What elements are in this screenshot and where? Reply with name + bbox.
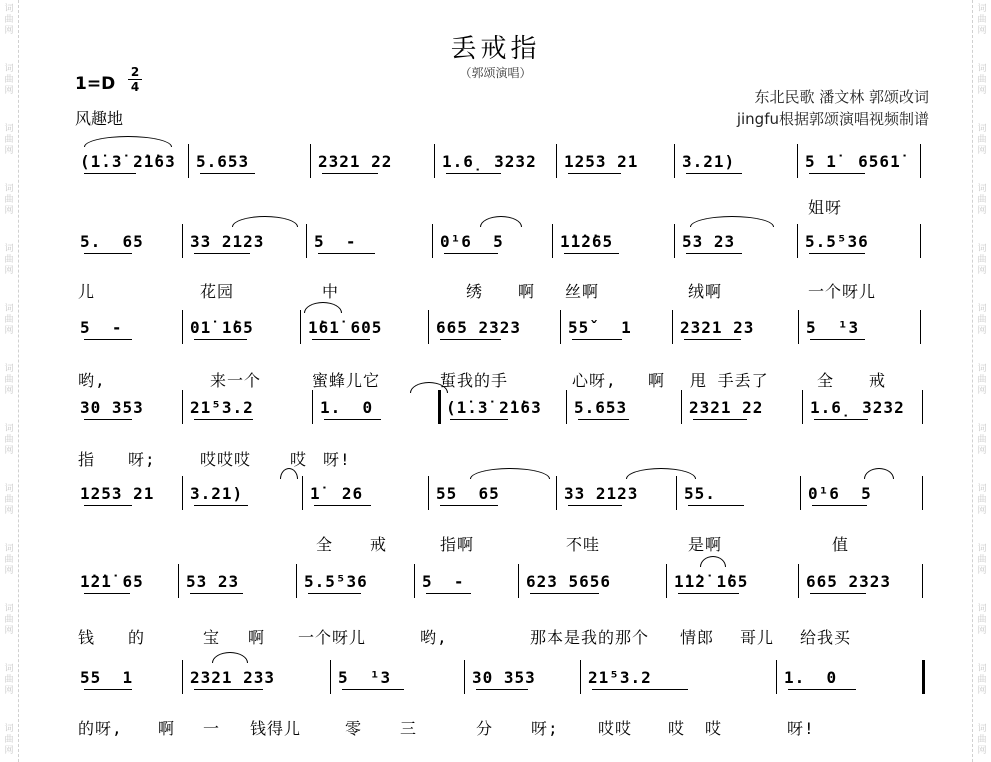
bar-line — [414, 564, 415, 598]
beam-line — [314, 505, 371, 506]
lyric-text: 的呀, — [78, 719, 123, 738]
beam-line — [84, 689, 132, 690]
measure: 30 353 — [472, 668, 536, 687]
slur-arc — [470, 468, 550, 479]
beam-line — [693, 419, 747, 420]
lyric-text: 哎 — [290, 450, 308, 469]
beam-line — [684, 339, 741, 340]
lyric-text: 啊 — [158, 719, 176, 738]
lyric-text: 给我买 — [800, 628, 852, 647]
bar-line — [674, 224, 675, 258]
measure: 1̇61̇ 605 — [308, 318, 383, 337]
bar-line — [798, 310, 799, 344]
measure: 55 65 — [436, 484, 500, 503]
watermark-text: 词 曲 网 — [977, 484, 987, 516]
bar-line — [797, 224, 798, 258]
watermark-text: 词 曲 网 — [977, 304, 987, 336]
lyric-text: 零 — [345, 719, 363, 738]
bar-line — [922, 660, 930, 694]
lyric-text: 啊 — [248, 628, 266, 647]
watermark-text: 词 曲 网 — [4, 364, 14, 396]
lyric-text: 是啊 — [688, 535, 723, 554]
bar-line — [920, 224, 921, 258]
beam-line — [688, 505, 744, 506]
measure: (1̇.3̇ 2̇1̇63 — [80, 152, 176, 171]
lyric-text: 一 — [203, 719, 221, 738]
beam-line — [686, 173, 742, 174]
lyric-text: 哎 — [705, 719, 723, 738]
meter-bottom: 4 — [130, 80, 140, 94]
watermark-text: 词 曲 网 — [977, 4, 987, 36]
beam-line — [578, 419, 629, 420]
watermark-text: 词 曲 网 — [4, 484, 14, 516]
beam-line — [444, 253, 498, 254]
bar-line — [428, 310, 429, 344]
watermark-text: 词 曲 网 — [977, 364, 987, 396]
measure: 1̇1̇2̇ 1̇65 — [674, 572, 749, 591]
measure: 55ˇ 1 — [568, 318, 632, 337]
measure: 5. 65 — [80, 232, 144, 251]
beam-line — [572, 339, 622, 340]
lyric-text: 指 — [78, 450, 96, 469]
measure: 1253 21 — [564, 152, 639, 171]
lyric-text: 姐呀 — [808, 198, 843, 217]
measure: 1253 21 — [80, 484, 155, 503]
beam-line — [809, 253, 865, 254]
beam-line — [308, 593, 361, 594]
watermark-text: 词 曲 网 — [977, 604, 987, 636]
beam-line — [810, 339, 865, 340]
bar-line — [556, 476, 557, 510]
measure: 2321 233 — [190, 668, 276, 687]
bar-line — [182, 390, 183, 424]
lyric-text: 一个呀儿 — [808, 282, 877, 301]
bar-line — [674, 144, 675, 178]
lyric-text: 哎 — [668, 719, 686, 738]
bar-line — [330, 660, 331, 694]
lyric-text: 分 — [476, 719, 494, 738]
beam-line — [84, 593, 130, 594]
bar-line — [300, 310, 301, 344]
beam-line — [426, 593, 471, 594]
bar-line — [922, 390, 923, 424]
beam-line — [84, 339, 132, 340]
bar-line — [560, 310, 561, 344]
watermark-text: 词 曲 网 — [4, 424, 14, 456]
time-signature — [128, 66, 142, 93]
measure: 623 5656 — [526, 572, 612, 591]
beam-line — [84, 505, 132, 506]
watermark-text: 词 曲 网 — [4, 64, 14, 96]
composer-credit: 东北民歌 潘文林 郭颂改词 — [754, 88, 929, 106]
beam-line — [476, 689, 528, 690]
beam-line — [324, 419, 381, 420]
lyric-text: 哎哎 — [598, 719, 633, 738]
measure: 33 2123 — [564, 484, 639, 503]
lyric-text: 全 — [817, 371, 835, 390]
slur-arc — [864, 468, 894, 479]
bar-line — [681, 390, 682, 424]
beam-line — [814, 419, 868, 420]
lyric-text: 呀! — [787, 719, 815, 738]
beam-line — [450, 419, 508, 420]
watermark-text: 词 曲 网 — [4, 244, 14, 276]
slur-arc — [700, 556, 726, 567]
watermark-text: 词 曲 网 — [977, 184, 987, 216]
transcriber-credit: jingfu根据郭颂演唱视频制谱 — [736, 110, 929, 128]
bar-line — [776, 660, 777, 694]
beam-line — [568, 505, 622, 506]
lyric-text: 绣 — [466, 282, 484, 301]
lyric-text: 花园 — [200, 282, 235, 301]
measure: 1̇2̇1̇ 65 — [80, 572, 144, 591]
beam-line — [342, 689, 404, 690]
song-title: 丢戒指 — [450, 34, 541, 64]
bar-line — [438, 390, 446, 424]
lyric-text: 指啊 — [440, 535, 475, 554]
measure: 30 353 — [80, 398, 144, 417]
measure: 5 - — [314, 232, 357, 251]
bar-line — [580, 660, 581, 694]
key-signature: 1=D — [75, 74, 116, 94]
lyric-text: 心呀, — [572, 371, 617, 390]
beam-line — [530, 593, 599, 594]
beam-line — [312, 339, 370, 340]
slur-arc — [84, 136, 172, 147]
bar-line — [188, 144, 189, 178]
lyric-text: 的 — [128, 628, 146, 647]
watermark-text: 词 曲 网 — [977, 424, 987, 456]
lyric-text: 戒 — [869, 371, 887, 390]
lyric-text: 呀! — [323, 450, 351, 469]
measure: 01̇ 1̇65 — [190, 318, 254, 337]
watermark-text: 词 曲 网 — [977, 724, 987, 756]
performer-note: （郭颂演唱） — [459, 66, 532, 80]
beam-line — [446, 173, 501, 174]
beam-line — [322, 173, 378, 174]
beam-line — [194, 689, 263, 690]
measure: 21⁵3.2 — [588, 668, 652, 687]
watermark-text: 词 曲 网 — [977, 664, 987, 696]
bar-line — [920, 144, 921, 178]
lyric-text: 情郎 — [680, 628, 715, 647]
bar-line — [566, 390, 567, 424]
lyric-text: 来一个 — [210, 371, 262, 390]
lyric-text: 哥儿 — [740, 628, 775, 647]
bar-line — [464, 660, 465, 694]
slur-arc — [232, 216, 298, 227]
lyric-text: 不哇 — [566, 535, 601, 554]
watermark-text: 词 曲 网 — [977, 544, 987, 576]
bar-line — [296, 564, 297, 598]
lyric-text: 哎哎哎 — [200, 450, 252, 469]
bar-line — [182, 660, 183, 694]
lyric-text: 宝 — [203, 628, 221, 647]
measure: 5.5⁵36 — [805, 232, 869, 251]
measure: 2321 22 — [689, 398, 764, 417]
lyric-text: 哟, — [420, 628, 448, 647]
bar-line — [800, 476, 801, 510]
slur-arc — [212, 652, 248, 663]
measure: 55. — [684, 484, 716, 503]
watermark-text: 词 曲 网 — [4, 544, 14, 576]
watermark-text: 词 曲 网 — [4, 304, 14, 336]
lyric-text: 钱 — [78, 628, 96, 647]
beam-line — [686, 253, 742, 254]
beam-line — [678, 593, 739, 594]
bar-line — [922, 564, 923, 598]
measure: 33 2123 — [190, 232, 265, 251]
lyric-text: 啊 — [648, 371, 666, 390]
lyric-text: 值 — [832, 535, 850, 554]
bar-line — [182, 224, 183, 258]
measure: 0¹6 5 — [808, 484, 872, 503]
bar-line — [552, 224, 553, 258]
measure: 0¹6 5 — [440, 232, 504, 251]
beam-line — [788, 689, 856, 690]
beam-line — [810, 593, 866, 594]
bar-line — [432, 224, 433, 258]
lyric-text: 蜜蜂儿它 — [312, 371, 381, 390]
meter-top: 2 — [130, 65, 140, 79]
lyric-text: 呀; — [531, 719, 559, 738]
measure: 3.21) — [190, 484, 244, 503]
bar-line — [178, 564, 179, 598]
beam-line — [440, 505, 498, 506]
beam-line — [194, 253, 250, 254]
measure: 1̇1̇2̇65 — [560, 232, 614, 251]
beam-line — [190, 593, 243, 594]
bar-line — [428, 476, 429, 510]
lyric-text: 钱得儿 — [250, 719, 302, 738]
measure: 5.5⁵36 — [304, 572, 368, 591]
watermark-text: 词 曲 网 — [4, 664, 14, 696]
measure: 5 - — [422, 572, 465, 591]
bar-line — [672, 310, 673, 344]
beam-line — [84, 419, 132, 420]
bar-line — [802, 390, 803, 424]
lyric-text: 丝啊 — [565, 282, 600, 301]
beam-line — [812, 505, 867, 506]
measure: 1. 0 — [320, 398, 374, 417]
lyric-text: 绒啊 — [688, 282, 723, 301]
measure: 2321 23 — [680, 318, 755, 337]
bar-line — [518, 564, 519, 598]
measure: 665 2323 — [436, 318, 522, 337]
measure: 1. 0 — [784, 668, 838, 687]
measure: 55 1 — [80, 668, 134, 687]
lyric-text: 呀; — [128, 450, 156, 469]
bar-line — [920, 310, 921, 344]
watermark-text: 词 曲 网 — [4, 184, 14, 216]
lyric-text: 中 — [322, 282, 340, 301]
beam-line — [194, 419, 253, 420]
lyric-text: 戒 — [370, 535, 388, 554]
bar-line — [676, 476, 677, 510]
lyric-text: 儿 — [78, 282, 96, 301]
measure: 2321 22 — [318, 152, 393, 171]
lyric-text: 蜇我的手 — [440, 371, 509, 390]
bar-line — [556, 144, 557, 178]
measure: 21⁵3.2 — [190, 398, 254, 417]
watermark-text: 词 曲 网 — [977, 64, 987, 96]
measure: 5.653 — [196, 152, 250, 171]
tempo-style-mark: 风趣地 — [75, 109, 124, 128]
beam-line — [568, 173, 621, 174]
slur-arc — [626, 468, 696, 479]
bar-line — [306, 224, 307, 258]
measure: 5 ¹3 — [806, 318, 860, 337]
bar-line — [312, 390, 313, 424]
beam-line — [84, 253, 132, 254]
bar-line — [798, 564, 799, 598]
beam-line — [564, 253, 619, 254]
watermark-text: 词 曲 网 — [977, 124, 987, 156]
measure: (1̇.3̇ 2̇1̇63 — [446, 398, 542, 417]
bar-line — [182, 310, 183, 344]
measure: 5 - — [80, 318, 123, 337]
lyric-text: 哟, — [78, 371, 106, 390]
measure: 5 1̇ 6561̇ — [805, 152, 901, 171]
slur-arc — [304, 302, 342, 313]
beam-line — [592, 689, 688, 690]
measure: 1.6̣ 3232 — [810, 398, 905, 417]
lyric-text: 那本是我的那个 — [530, 628, 650, 647]
measure: 665 2323 — [806, 572, 892, 591]
watermark-text: 词 曲 网 — [4, 724, 14, 756]
watermark-text: 词 曲 网 — [4, 4, 14, 36]
lyric-text: 一个呀儿 — [298, 628, 367, 647]
bar-line — [922, 476, 923, 510]
beam-line — [84, 173, 136, 174]
bar-line — [434, 144, 435, 178]
beam-line — [318, 253, 375, 254]
slur-arc — [480, 216, 522, 227]
measure: 5 ¹3 — [338, 668, 392, 687]
lyric-text: 甩 手丢了 — [690, 371, 769, 390]
beam-line — [194, 505, 248, 506]
beam-line — [440, 339, 501, 340]
measure: 53 23 — [186, 572, 240, 591]
beam-line — [809, 173, 865, 174]
beam-line — [194, 339, 247, 340]
lyric-text: 啊 — [518, 282, 536, 301]
bar-line — [797, 144, 798, 178]
lyric-text: 全 — [316, 535, 334, 554]
bar-line — [310, 144, 311, 178]
watermark-text: 词 曲 网 — [4, 124, 14, 156]
measure: 3.21) — [682, 152, 736, 171]
measure: 5.653 — [574, 398, 628, 417]
measure: 1.6̣ 3232 — [442, 152, 537, 171]
lyric-text: 三 — [400, 719, 418, 738]
measure: 53 23 — [682, 232, 736, 251]
bar-line — [666, 564, 667, 598]
watermark-text: 词 曲 网 — [4, 604, 14, 636]
slur-arc — [690, 216, 774, 227]
bar-line — [302, 476, 303, 510]
bar-line — [182, 476, 183, 510]
watermark-text: 词 曲 网 — [977, 244, 987, 276]
beam-line — [200, 173, 255, 174]
measure: 1̇ 26 — [310, 484, 364, 503]
